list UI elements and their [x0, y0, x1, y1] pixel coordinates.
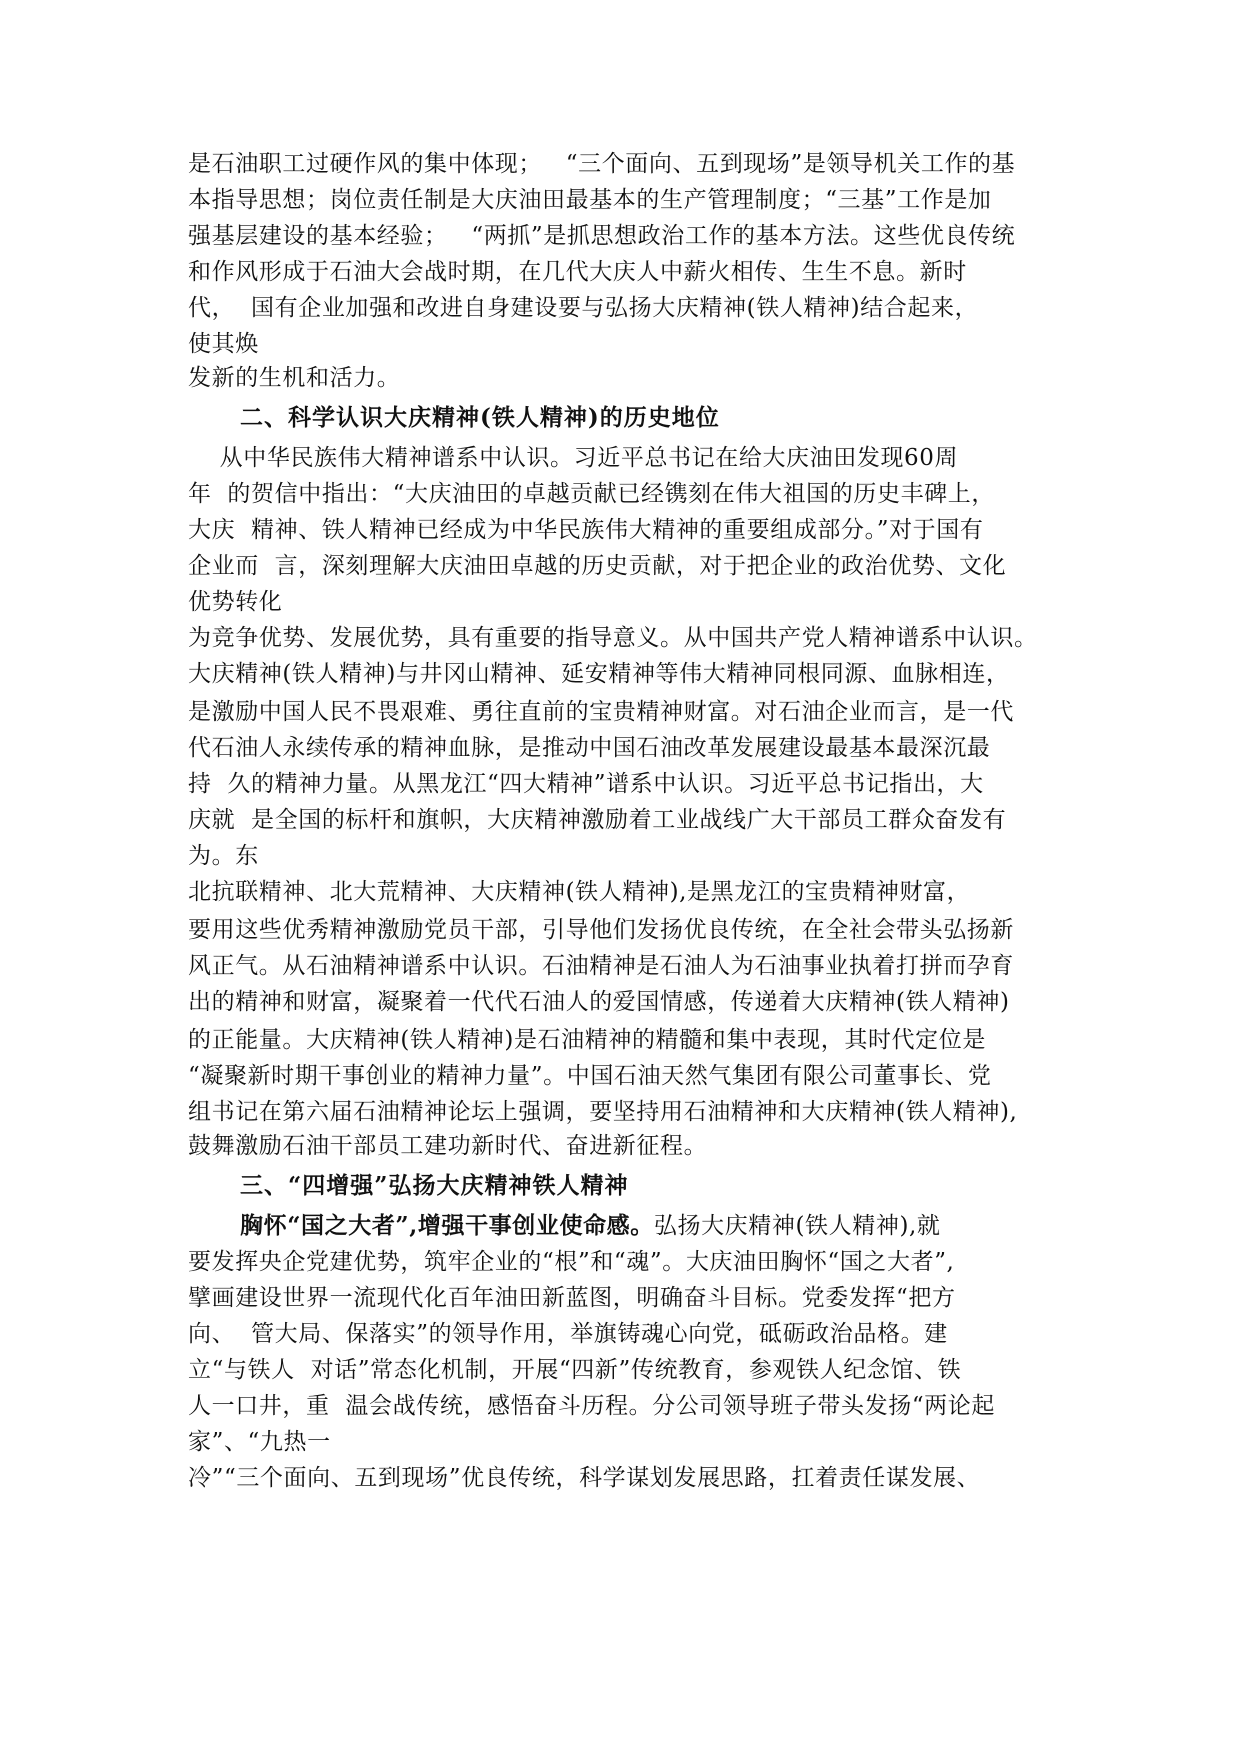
section-heading: 二、科学认识大庆精神(铁人精神)的历史地位 — [240, 404, 720, 431]
paragraph-line: 冷”“三个面向、五到现场”优良传统，科学谋划发展思路，扛着责任谋发展、 — [188, 1465, 981, 1491]
paragraph-line: 组书记在第六届石油精神论坛上强调，要坚持用石油精神和大庆精神(铁人精神), — [188, 1099, 1018, 1125]
paragraph-line: 是石油职工过硬作风的集中体现； “三个面向、五到现场”是领导机关工作的基 — [188, 151, 1016, 177]
paragraph-lead-text: 弘扬大庆精神(铁人精神),就 — [653, 1213, 941, 1239]
paragraph-line: 优势转化 — [188, 589, 283, 615]
paragraph-line: 大庆 精神、铁人精神已经成为中华民族伟大精神的重要组成部分。”对于国有 — [188, 517, 984, 543]
paragraph-line: 的正能量。大庆精神(铁人精神)是石油精神的精髓和集中表现，其时代定位是 — [188, 1027, 986, 1053]
paragraph-line: 本指导思想；岗位责任制是大庆油田最基本的生产管理制度；“三基”工作是加 — [188, 187, 992, 213]
paragraph-line: 鼓舞激励石油干部员工建功新时代、奋进新征程。 — [188, 1133, 708, 1159]
paragraph-line: 为。东 — [188, 843, 259, 869]
section-heading: 三、“四增强”弘扬大庆精神铁人精神 — [240, 1172, 629, 1199]
paragraph-line: 从中华民族伟大精神谱系中认识。习近平总书记在给大庆油田发现60周 — [188, 445, 959, 471]
paragraph-line: 向、 管大局、保落实”的领导作用，举旗铸魂心向党，砥砺政治品格。建 — [188, 1321, 948, 1347]
paragraph-lead-bold: 胸怀“国之大者”,增强干事创业使命感。 — [240, 1212, 654, 1239]
paragraph-line: 人一口井，重 温会战传统，感悟奋斗历程。分公司领导班子带头发扬“两论起 — [188, 1393, 995, 1419]
paragraph-line: 擘画建设世界一流现代化百年油田新蓝图，明确奋斗目标。党委发挥“把方 — [188, 1285, 956, 1311]
paragraph-line: 年 的贺信中指出：“大庆油田的卓越贡献已经镌刻在伟大祖国的历史丰碑上， — [188, 481, 995, 507]
paragraph-line: 使其焕 — [188, 331, 259, 357]
paragraph-line: 强基层建设的基本经验； “两抓”是抓思想政治工作的基本方法。这些优良传统 — [188, 223, 1016, 249]
paragraph-line: 为竞争优势、发展优势，具有重要的指导意义。从中国共产党人精神谱系中认识。 — [188, 625, 1038, 651]
paragraph-line: “凝聚新时期干事创业的精神力量”。中国石油天然气集团有限公司董事长、党 — [188, 1063, 992, 1089]
paragraph-line: 出的精神和财富，凝聚着一代代石油人的爱国情感，传递着大庆精神(铁人精神) — [188, 989, 1010, 1015]
paragraph-line: 代， 国有企业加强和改进自身建设要与弘扬大庆精神(铁人精神)结合起来， — [188, 295, 979, 321]
paragraph-line: 北抗联精神、北大荒精神、大庆精神(铁人精神),是黑龙江的宝贵精神财富， — [188, 879, 971, 905]
paragraph-line: 代石油人永续传承的精神血脉，是推动中国石油改革发展建设最基本最深沉最 — [188, 735, 991, 761]
paragraph-line: 要用这些优秀精神激励党员干部，引导他们发扬优良传统，在全社会带头弘扬新 — [188, 917, 1014, 943]
paragraph-line: 家”、“九热一 — [188, 1429, 331, 1455]
paragraph-line: 要发挥央企党建优势，筑牢企业的“根”和“魂”。大庆油田胸怀“国之大者”, — [188, 1249, 955, 1275]
paragraph-line: 风正气。从石油精神谱系中认识。石油精神是石油人为石油事业执着打拼而孕育 — [188, 953, 1014, 979]
paragraph-line: 立“与铁人 对话”常态化机制，开展“四新”传统教育，参观铁人纪念馆、铁 — [188, 1357, 962, 1383]
paragraph-line: 是激励中国人民不畏艰难、勇往直前的宝贵精神财富。对石油企业而言，是一代 — [188, 699, 1014, 725]
paragraph-line: 大庆精神(铁人精神)与井冈山精神、延安精神等伟大精神同根同源、血脉相连， — [188, 661, 1010, 687]
paragraph-line: 企业而 言，深刻理解大庆油田卓越的历史贡献，对于把企业的政治优势、文化 — [188, 553, 1007, 579]
paragraph-line: 持 久的精神力量。从黑龙江“四大精神”谱系中认识。习近平总书记指出，大 — [188, 771, 984, 797]
paragraph-line: 庆就 是全国的标杆和旗帜，大庆精神激励着工业战线广大干部员工群众奋发有 — [188, 807, 1007, 833]
paragraph-line: 和作风形成于石油大会战时期，在几代大庆人中薪火相传、生生不息。新时 — [188, 259, 967, 285]
paragraph-lead-line — [240, 1208, 941, 1244]
paragraph-line: 发新的生机和活力。 — [188, 365, 401, 391]
